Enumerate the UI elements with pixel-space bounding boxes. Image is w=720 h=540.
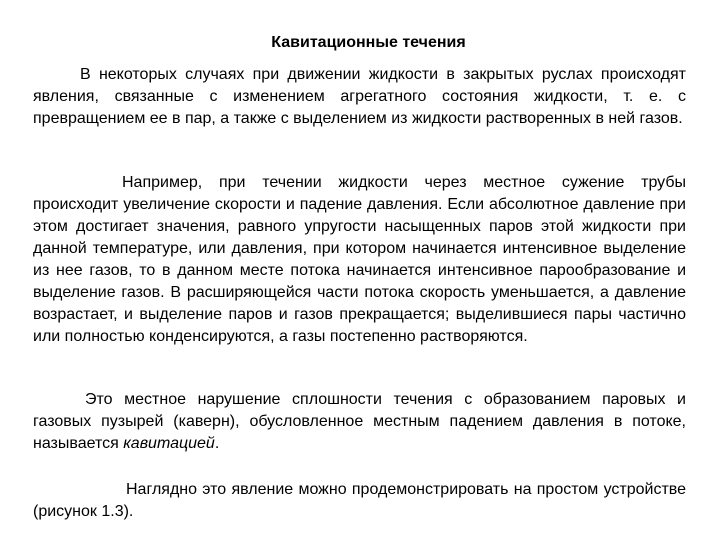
paragraph-example: Например, при течении жидкости через местное сужение трубы происходит увеличение скорости и падение давления. Если абсолютное давление при этом достигает значения, равного упругости насыщенных паров этой жидкости при данной температуре, или давления, при котором начинается интенсивное выделение из нее газов, то в данном месте потока начинается интенсивное парообразование и выделение газов. В расширяющейся части потока скорость уменьшается, а давление возрастает, и выделение паров и газов прекращается; выделившиеся пары частично или полностью конденсируются, а газы постепенно растворяются. bbox=[33, 174, 686, 345]
document-page bbox=[33, 0, 686, 540]
definition-period: . bbox=[214, 435, 220, 452]
page-title: Кавитационные течения bbox=[271, 34, 466, 51]
paragraph-demonstration: Наглядно это явление можно продемонстрировать на простом устройстве (рисунок 1.3). bbox=[33, 481, 686, 520]
paragraph-definition bbox=[33, 389, 686, 455]
paragraph-intro: В некоторых случаях при движении жидкости в закрытых руслах происходят явления, связанные с изменением агрегатного состояния жидкости, т. е. с превращением ее в пар, а также с выделением из жидкости растворенных в ней газов. bbox=[33, 66, 686, 127]
cavitation-term: кавитацией bbox=[123, 435, 215, 452]
definition-text: Это местное нарушение сплошности течения с образованием паровых и газовых пузырей (каверн), обусловленное местным падением давления в потоке, называется bbox=[33, 391, 686, 452]
